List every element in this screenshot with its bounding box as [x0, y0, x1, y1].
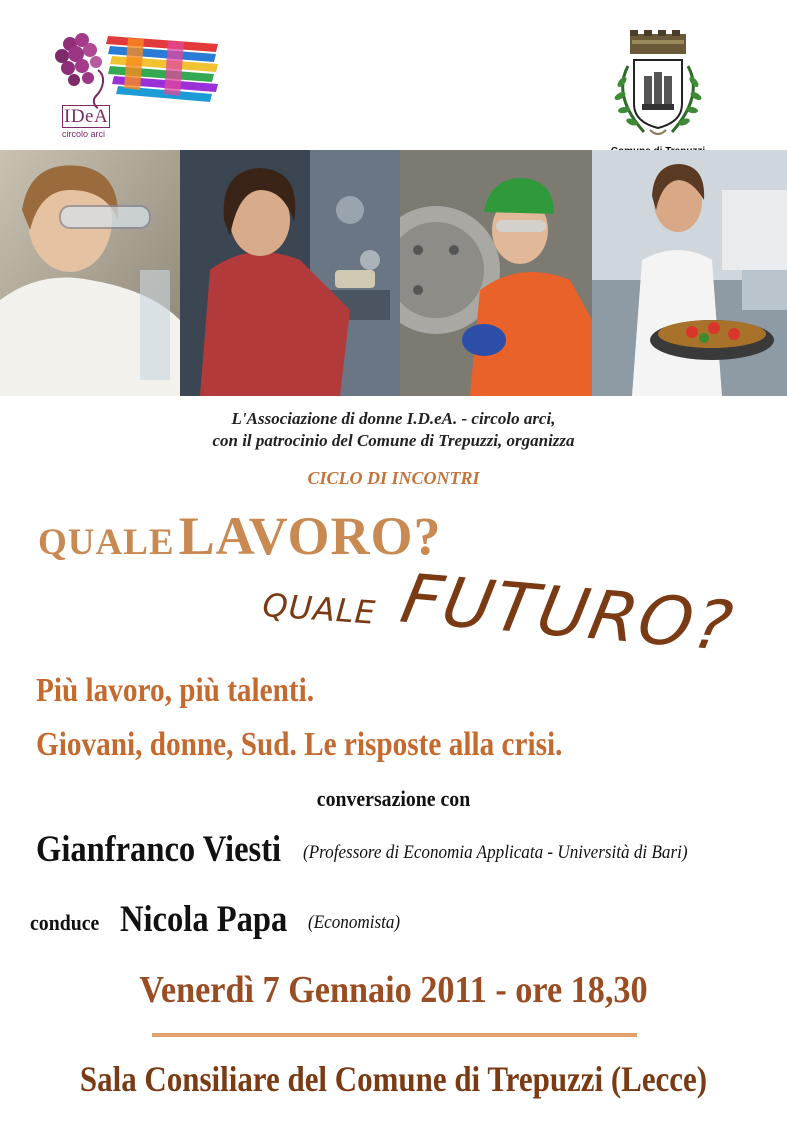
- comune-logo: [598, 26, 718, 166]
- idea-logo-graphic: [48, 30, 223, 110]
- event-venue: Sala Consiliare del Comune di Trepuzzi (Lecce): [79, 1059, 708, 1099]
- speaker-line: [36, 828, 688, 871]
- idea-logo: [48, 30, 223, 139]
- headline-quale-futuro: [262, 560, 762, 690]
- headline-word-quale: QUALE: [38, 522, 175, 563]
- photo-machine-worker: [180, 150, 400, 396]
- series-title: CICLO DI INCONTRI: [307, 468, 480, 488]
- moderator-name: Nicola Papa: [120, 899, 288, 940]
- photo-cook: [592, 150, 787, 396]
- idea-brand-text: IDeA: [64, 106, 109, 127]
- event-date-time: Venerdì 7 Gennaio 2011 - ore 18,30: [139, 969, 648, 1011]
- headline-word-quale-2: QUALE: [261, 586, 378, 632]
- speaker-role: (Professore di Economia Applicata - Università di Bari): [303, 842, 688, 863]
- intro-line-2: con il patrocinio del Comune di Trepuzzi, organizza: [212, 431, 575, 450]
- intro-line-1: L'Associazione di donne I.D.eA. - circolo arci,: [231, 409, 556, 428]
- headline-word-lavoro: LAVORO?: [178, 506, 442, 566]
- subtitle-line-2: Giovani, donne, Sud. Le risposte alla crisi.: [36, 726, 563, 763]
- divider: [152, 1033, 637, 1037]
- photo-helmet-worker: [400, 150, 592, 396]
- moderator-role: (Economista): [308, 912, 401, 933]
- conversation-label: conversazione con: [316, 786, 471, 811]
- photo-strip: [0, 150, 787, 396]
- photo-lab-scientist: [0, 150, 180, 396]
- idea-sub-text: circolo arci: [62, 129, 106, 139]
- comune-crest-icon: [598, 26, 718, 144]
- headline-word-futuro: FUTURO?: [394, 560, 740, 667]
- moderator-prefix: conduce: [30, 910, 100, 935]
- subtitle-line-1: Più lavoro, più talenti.: [36, 672, 315, 709]
- speaker-name: Gianfranco Viesti: [36, 829, 282, 870]
- headline-quale-lavoro: [38, 505, 442, 567]
